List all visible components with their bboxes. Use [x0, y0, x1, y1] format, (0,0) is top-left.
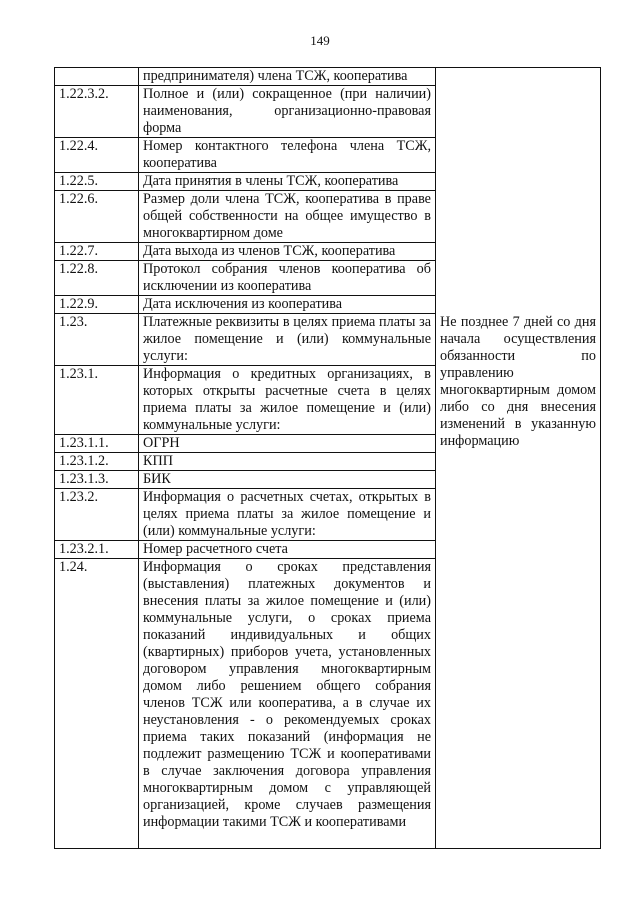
item-number: 1.22.3.2.	[55, 86, 139, 138]
item-description: Информация о расчетных счетах, открытых в целях приема платы за жилое помещение и (или) коммунальные услуги:	[139, 489, 436, 541]
item-description: Дата принятия в члены ТСЖ, кооператива	[139, 173, 436, 191]
item-number: 1.22.7.	[55, 243, 139, 261]
table-row	[55, 541, 601, 559]
table-row	[55, 86, 601, 138]
item-number	[55, 68, 139, 86]
item-description: ОГРН	[139, 435, 436, 453]
term-cell	[436, 261, 601, 296]
item-number: 1.22.9.	[55, 296, 139, 314]
item-description: Платежные реквизиты в целях приема платы за жилое помещение и (или) коммунальные услуги:	[139, 314, 436, 366]
table-row	[55, 489, 601, 541]
item-description: Дата выхода из членов ТСЖ, кооператива	[139, 243, 436, 261]
item-description: предпринимателя) члена ТСЖ, кооператива	[139, 68, 436, 86]
term-cell	[436, 68, 601, 86]
term-cell	[436, 489, 601, 541]
term-cell	[436, 138, 601, 173]
item-number: 1.22.5.	[55, 173, 139, 191]
item-description: КПП	[139, 453, 436, 471]
item-description: Полное и (или) сокращенное (при наличии) наименования, организационно-правовая форма	[139, 86, 436, 138]
requirements-table	[54, 67, 601, 849]
table-row	[55, 296, 601, 314]
item-description: Номер контактного телефона члена ТСЖ, кооператива	[139, 138, 436, 173]
table-row	[55, 559, 601, 849]
item-number: 1.23.1.	[55, 366, 139, 435]
item-number: 1.23.1.3.	[55, 471, 139, 489]
item-number: 1.22.8.	[55, 261, 139, 296]
item-number: 1.23.2.1.	[55, 541, 139, 559]
item-description: Информация о кредитных организациях, в которых открыты расчетные счета в целях приема платы за жилое помещение и (или) коммунальные услуги:	[139, 366, 436, 435]
term-cell	[436, 471, 601, 489]
table-row	[55, 243, 601, 261]
item-number: 1.23.1.2.	[55, 453, 139, 471]
table-row	[55, 453, 601, 471]
term-cell	[436, 243, 601, 261]
item-number: 1.23.1.1.	[55, 435, 139, 453]
term-text	[436, 313, 601, 449]
item-description: Информация о сроках представления (выставления) платежных документов и внесения платы за жилое помещение и (или) коммунальные услуги, о сроках приема показаний индивидуальных и общих (квартирных) приборов учета, установленных договором управления многоквартирным домом либо решением общего собрания членов ТСЖ или кооператива, а в случае их неустановления - о рекомендуемых сроках приема таких показаний (информация не подлежит размещению ТСЖ и кооперативами в случае заключения договора управления многоквартирным домом с управляющей организацией, кроме случаев размещения информации такими ТСЖ и кооперативами	[139, 559, 436, 849]
item-number: 1.22.4.	[55, 138, 139, 173]
term-cell	[436, 86, 601, 138]
term-cell	[436, 173, 601, 191]
item-description: Протокол собрания членов кооператива об исключении из кооператива	[139, 261, 436, 296]
table-row	[55, 138, 601, 173]
item-number: 1.24.	[55, 559, 139, 849]
item-number: 1.23.	[55, 314, 139, 366]
item-description: Дата исключения из кооператива	[139, 296, 436, 314]
item-number: 1.22.6.	[55, 191, 139, 243]
item-number: 1.23.2.	[55, 489, 139, 541]
item-description: Размер доли члена ТСЖ, кооператива в праве общей собственности на общее имущество в многоквартирном доме	[139, 191, 436, 243]
term-cell	[436, 191, 601, 243]
table-row	[55, 314, 601, 366]
term-cell	[436, 453, 601, 471]
item-description: БИК	[139, 471, 436, 489]
page-number: 149	[310, 33, 330, 48]
table-row	[55, 191, 601, 243]
table-row	[55, 471, 601, 489]
item-description: Номер расчетного счета	[139, 541, 436, 559]
term-cell	[436, 541, 601, 559]
term-cell	[436, 559, 601, 849]
term-text-content: Не позднее 7 дней со дня начала осуществления обязанности по управлению многоквартирным домом либо со дня внесения изменений в указанную информацию	[440, 313, 596, 449]
table-row	[55, 68, 601, 86]
table-row	[55, 173, 601, 191]
table-row	[55, 261, 601, 296]
term-cell	[436, 296, 601, 314]
